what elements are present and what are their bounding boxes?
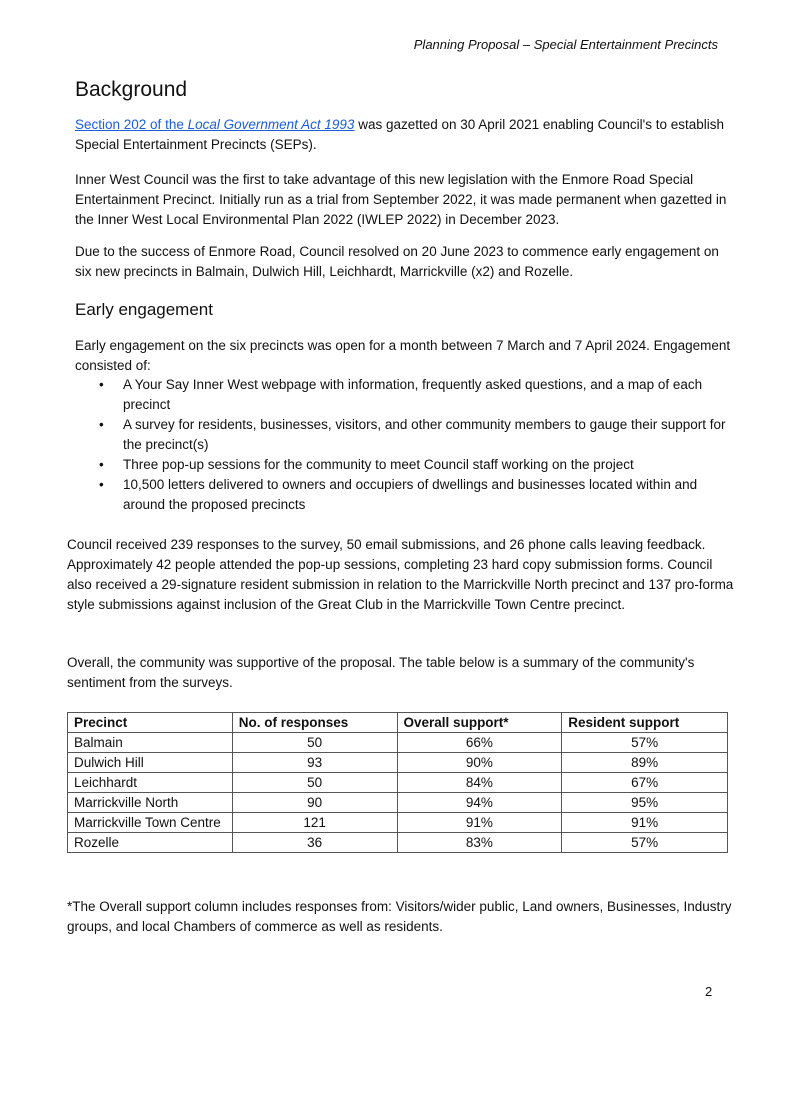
cell-resident-support: 89% [562, 753, 728, 773]
list-item-text: 10,500 letters delivered to owners and occupiers of dwellings and businesses located within and around the proposed precincts [123, 477, 698, 512]
table-row [68, 733, 728, 753]
cell-responses: 50 [232, 773, 397, 793]
table-row [68, 833, 728, 853]
bullet-icon: • [99, 417, 104, 432]
table-row [68, 813, 728, 833]
background-heading: Background [75, 78, 188, 101]
cell-precinct: Marrickville North [68, 793, 233, 813]
cell-resident-support: 91% [562, 813, 728, 833]
legislation-link-prefix: Section 202 of the [75, 117, 188, 132]
table-footnote: *The Overall support column includes responses from: Visitors/wider public, Land owners, Businesses, Industry groups, and local Chambers of commerce as well as residents. [67, 899, 732, 934]
table-header-row [68, 713, 728, 733]
table-row [68, 793, 728, 813]
cell-resident-support: 57% [562, 833, 728, 853]
cell-overall-support: 84% [397, 773, 562, 793]
cell-responses: 121 [232, 813, 397, 833]
background-paragraph-3: Due to the success of Enmore Road, Council resolved on 20 June 2023 to commence early engagement on six new precincts in Balmain, Dulwich Hill, Leichhardt, Marrickville (x2) and Rozelle. [75, 244, 719, 279]
bullet-icon: • [99, 457, 104, 472]
page-number: 2 [705, 984, 713, 999]
bullet-icon: • [99, 477, 104, 492]
sentiment-table [67, 712, 728, 853]
early-engagement-heading: Early engagement [75, 300, 213, 319]
cell-overall-support: 90% [397, 753, 562, 773]
column-header-resident-support: Resident support [562, 713, 728, 733]
cell-overall-support: 83% [397, 833, 562, 853]
summary-paragraph: Overall, the community was supportive of the proposal. The table below is a summary of the community's sentiment from the surveys. [67, 655, 695, 690]
legislation-link-act: Local Government Act 1993 [187, 117, 355, 132]
cell-precinct: Rozelle [68, 833, 233, 853]
background-paragraph-2: Inner West Council was the first to take advantage of this new legislation with the Enmore Road Special Entertainment Precinct. Initially run as a trial from September 2022, it was made permanent when gazetted in the Inner West Local Environmental Plan 2022 (IWLEP 2022) in December 2023. [75, 172, 727, 227]
cell-precinct: Leichhardt [68, 773, 233, 793]
cell-overall-support: 66% [397, 733, 562, 753]
cell-responses: 93 [232, 753, 397, 773]
cell-responses: 50 [232, 733, 397, 753]
table-row [68, 753, 728, 773]
list-item-text: A Your Say Inner West webpage with information, frequently asked questions, and a map of each precinct [123, 377, 703, 412]
list-item-text: Three pop-up sessions for the community to meet Council staff working on the project [123, 457, 634, 472]
list-item [95, 475, 735, 515]
bullet-icon: • [99, 377, 104, 392]
cell-precinct: Dulwich Hill [68, 753, 233, 773]
cell-overall-support: 91% [397, 813, 562, 833]
list-item-text: A survey for residents, businesses, visitors, and other community members to gauge their support for the precinct(s) [123, 417, 726, 452]
cell-resident-support: 95% [562, 793, 728, 813]
legislation-link[interactable] [75, 117, 354, 132]
table-row [68, 773, 728, 793]
column-header-responses: No. of responses [232, 713, 397, 733]
cell-responses: 36 [232, 833, 397, 853]
early-engagement-intro: Early engagement on the six precincts was open for a month between 7 March and 7 April 2024. Engagement consisted of: [75, 338, 731, 373]
list-item [95, 455, 735, 475]
cell-precinct: Marrickville Town Centre [68, 813, 233, 833]
list-item [95, 375, 735, 415]
background-paragraph-1 [75, 115, 735, 155]
cell-precinct: Balmain [68, 733, 233, 753]
column-header-overall-support: Overall support* [397, 713, 562, 733]
column-header-precinct: Precinct [68, 713, 233, 733]
background-paragraph-1-rest: was gazetted on 30 April 2021 enabling Council's to establish Special Entertainment Precincts (SEPs). [75, 117, 725, 152]
cell-responses: 90 [232, 793, 397, 813]
cell-resident-support: 57% [562, 733, 728, 753]
engagement-list [95, 375, 735, 515]
list-item [95, 415, 735, 455]
page-header: Planning Proposal – Special Entertainment Precincts [413, 37, 718, 52]
responses-paragraph: Council received 239 responses to the survey, 50 email submissions, and 26 phone calls leaving feedback. Approximately 42 people attended the pop-up sessions, completing 23 hard copy submission forms. Council also received a 29-signature resident submission in relation to the Marrickville North precinct and 137 pro-forma style submissions against inclusion of the Great Club in the Marrickville Town Centre precinct. [67, 537, 734, 612]
cell-resident-support: 67% [562, 773, 728, 793]
cell-overall-support: 94% [397, 793, 562, 813]
